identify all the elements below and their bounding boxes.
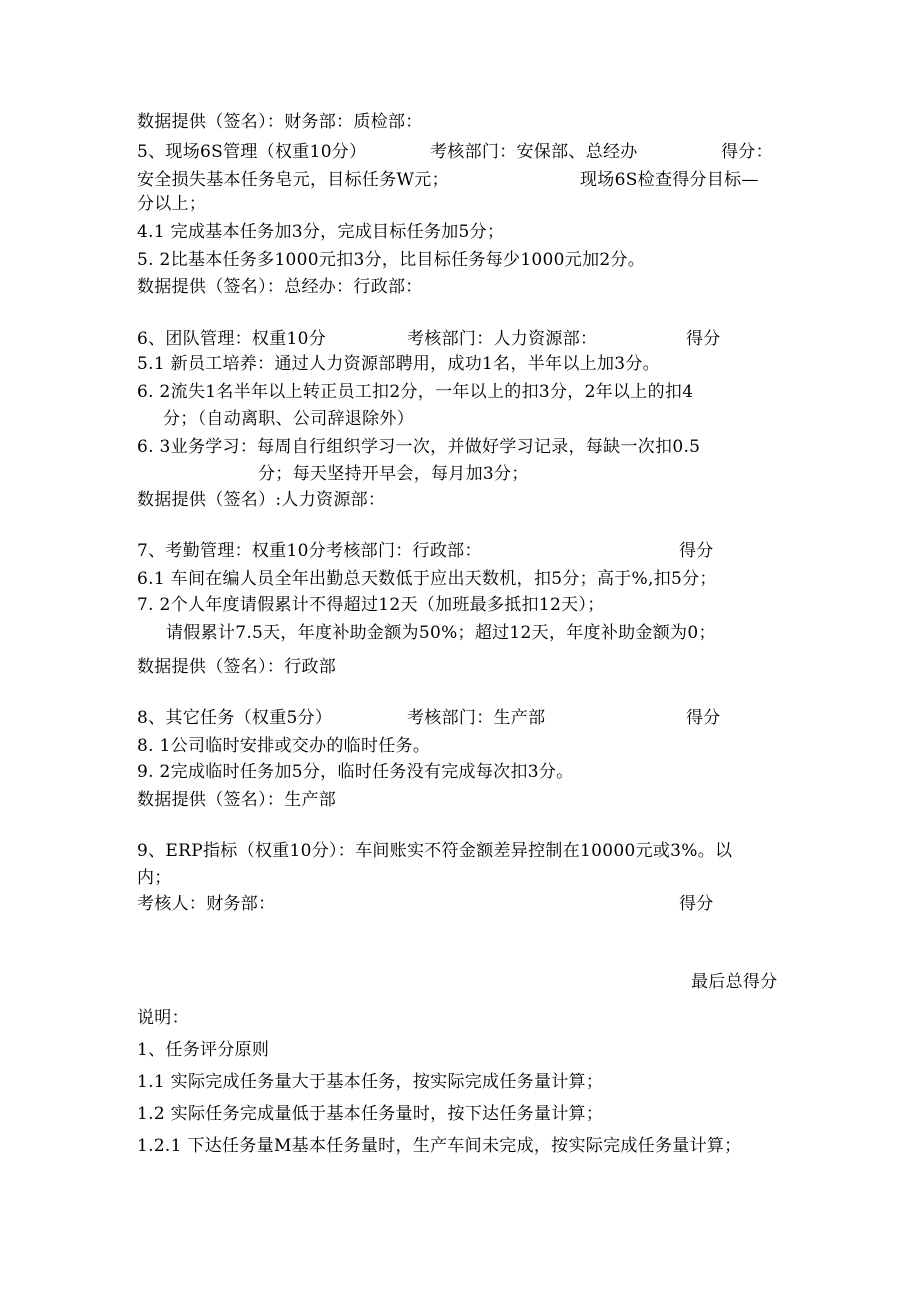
item-8-1: 8. 1公司临时安排或交办的临时任务。 bbox=[137, 736, 431, 756]
data-provider-signature-production: 数据提供（签名）：生产部 bbox=[137, 790, 337, 810]
section-6-title: 6、团队管理：权重10分 bbox=[137, 329, 327, 349]
section-6-score-label: 得分 bbox=[686, 329, 721, 349]
data-provider-signature-hr: 数据提供（签名）:人力资源部： bbox=[137, 490, 386, 510]
item-5-2: 5. 2比基本任务多1000元扣3分，比目标任务每少1000元加2分。 bbox=[137, 250, 646, 270]
data-provider-signature-finance-quality: 数据提供（签名）：财务部：质检部： bbox=[137, 112, 423, 132]
section-8-title: 8、其它任务（权重5分） bbox=[137, 708, 333, 728]
section-9-continuation: 内； bbox=[137, 868, 172, 888]
notes-principle-1: 1、任务评分原则 bbox=[137, 1040, 270, 1060]
section-5-safety-target: 安全损失基本任务皂元，目标任务W元； bbox=[137, 170, 449, 190]
notes-1-1: 1.1 实际完成任务量大于基本任务，按实际完成任务量计算； bbox=[137, 1072, 604, 1092]
section-5-assess-dept: 考核部门：安保部、总经办 bbox=[430, 142, 638, 162]
section-5-title: 5、现场6S管理（权重10分） bbox=[137, 142, 367, 162]
item-9-2: 9. 2完成临时任务加5分，临时任务没有完成每次扣3分。 bbox=[137, 762, 574, 782]
item-6-3-continuation: 分；每天坚持开早会，每月加3分； bbox=[258, 464, 529, 484]
item-5-1: 5.1 新员工培养：通过人力资源部聘用，成功1名，半年以上加3分。 bbox=[137, 354, 660, 374]
item-6-2: 6. 2流失1名半年以上转正员工扣2分，一年以上的扣3分，2年以上的扣4 bbox=[137, 382, 694, 402]
section-8-score-label: 得分 bbox=[686, 708, 721, 728]
item-6-3: 6. 3业务学习：每周自行组织学习一次，并做好学习记录，每缺一次扣0.5 bbox=[137, 437, 701, 457]
final-total-score-label: 最后总得分 bbox=[691, 972, 778, 992]
item-7-2: 7. 2个人年度请假累计不得超过12天（加班最多抵扣12天）； bbox=[137, 595, 605, 615]
item-7-2-continuation: 请假累计7.5天，年度补助金额为50%；超过12天，年度补助金额为0； bbox=[166, 623, 716, 643]
notes-heading: 说明： bbox=[137, 1008, 189, 1028]
section-5-score-label: 得分： bbox=[721, 142, 773, 162]
section-7-title: 7、考勤管理：权重10分考核部门：行政部： bbox=[137, 541, 482, 561]
section-9-title: 9、ERP指标（权重10分）：车间账实不符金额差异控制在10000元或3%。以 bbox=[137, 841, 733, 861]
section-5-target-continuation: 分以上； bbox=[137, 194, 207, 214]
section-7-score-label: 得分 bbox=[679, 541, 714, 561]
data-provider-signature-admin-2: 数据提供（签名）：行政部 bbox=[137, 657, 337, 677]
section-8-assess-dept: 考核部门：生产部 bbox=[407, 708, 546, 728]
data-provider-signature-admin: 数据提供（签名）：总经办：行政部： bbox=[137, 277, 423, 297]
item-6-1-attendance: 6.1 车间在编人员全年出勤总天数低于应出天数机，扣5分；高于%,扣5分； bbox=[137, 569, 717, 589]
item-6-2-continuation: 分；（自动离职、公司辞退除外） bbox=[163, 409, 414, 429]
section-6-assess-dept: 考核部门：人力资源部： bbox=[407, 329, 598, 349]
notes-1-2: 1.2 实际任务完成量低于基本任务量时，按下达任务量计算； bbox=[137, 1104, 604, 1124]
notes-1-2-1: 1.2.1 下达任务量M基本任务量时，生产车间未完成，按实际完成任务量计算； bbox=[137, 1136, 742, 1156]
section-9-score-label: 得分 bbox=[679, 894, 714, 914]
section-5-6s-score-target: 现场6S检查得分目标— bbox=[580, 170, 759, 190]
assessor-finance: 考核人：财务部： bbox=[137, 894, 276, 914]
item-4-1: 4.1 完成基本任务加3分，完成目标任务加5分； bbox=[137, 222, 505, 242]
